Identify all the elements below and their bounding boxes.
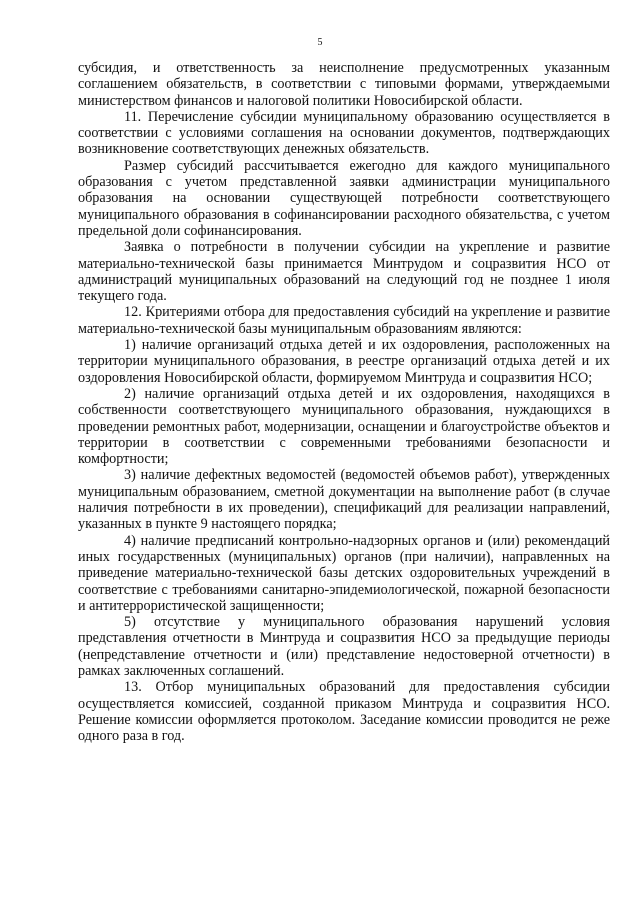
paragraph-continuation: субсидия, и ответственность за неисполнение предусмотренных указанным соглашением обязательств, в соответствии с типовыми формами, утверждаемыми министерством финансов и налоговой политики Новосибирской области. [78,60,610,109]
criterion-3: 3) наличие дефектных ведомостей (ведомостей объемов работ), утвержденных муниципальным образованием, сметной документации на выполнение работ (в случае наличия потребности в их проведении), спецификаций для реализации направлений, указанных в пункте 9 настоящего порядка; [78,467,610,533]
criterion-5: 5) отсутствие у муниципального образования нарушений условия представления отчетности в Минтруда и соцразвития НСО за предыдущие периоды (непредставление отчетности и (или) представление недостоверной отчетности) в рамках заключенных соглашений. [78,614,610,679]
criterion-2: 2) наличие организаций отдыха детей и их оздоровления, находящихся в собственности соответствующего муниципального образования, нуждающихся в проведении ремонтных работ, модернизации, оснащении и благоустройстве объектов и территории в соответствии с современными требованиями безопасности и комфортности; [78,385,610,468]
page-number: 5 [317,37,323,48]
paragraph-item-11: 11. Перечисление субсидии муниципальному образованию осуществляется в соответствии с условиями соглашения на основании документов, подтверждающих возникновение соответствующих денежных обязательств. [78,108,610,158]
paragraph-subsidy-size: Размер субсидий рассчитывается ежегодно для каждого муниципального образования с учетом представленной заявки администрации муниципального образования на основании существующей потребности соответствующего муниципального образования в софинансировании расходного обязательства, с учетом предельной доли софинансирования. [78,157,610,239]
paragraph-item-12: 12. Критериями отбора для предоставления субсидий на укрепление и развитие материально-технической базы муниципальным образованиям являются: [78,304,610,337]
criterion-4: 4) наличие предписаний контрольно-надзорных органов и (или) рекомендаций иных государственных (муниципальных) органов (при наличии), направленных на приведение материально-технической базы детских оздоровительных учреждений в соответствие с требованиями санитарно-эпидемиологической, пожарной безопасности и антитеррористической защищенности; [78,532,610,614]
paragraph-item-13: 13. Отбор муниципальных образований для предоставления субсидии осуществляется комиссией, созданной приказом Минтруда и соцразвития НСО. Решение комиссии оформляется протоколом. Заседание комиссии проводится не реже одного раза в год. [78,679,610,745]
criterion-1: 1) наличие организаций отдыха детей и их оздоровления, расположенных на территории муниципального образования, в реестре организаций отдыха детей и их оздоровления Новосибирской области, формируемом Минтруда и соцразвития НСО; [78,337,610,386]
paragraph-application: Заявка о потребности в получении субсидии на укрепление и развитие материально-технической базы принимается Минтрудом и соцразвития НСО от администраций муниципальных образований на следующий год не позднее 1 июля текущего года. [78,239,610,305]
document-body [78,60,610,744]
